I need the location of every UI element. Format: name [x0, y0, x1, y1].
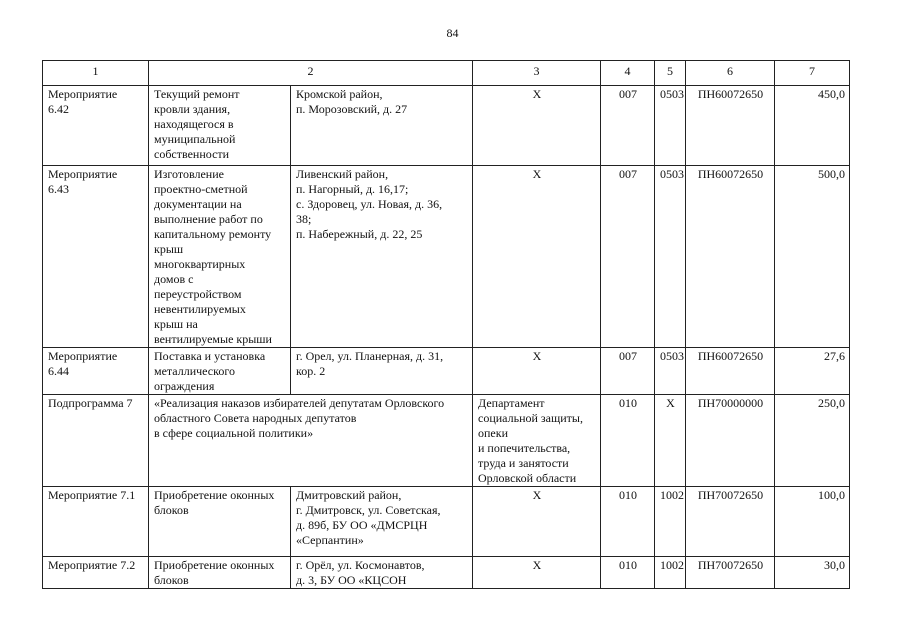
column-header: 4: [601, 61, 655, 86]
row-col5: 0503: [655, 348, 686, 395]
row-amount: 450,0: [775, 86, 850, 166]
row-col6: ПН60072650: [686, 166, 775, 348]
row-address: г. Орел, ул. Планерная, д. 31, кор. 2: [291, 348, 473, 395]
row-code: Мероприятие 7.1: [43, 487, 149, 557]
row-address: Ливенский район, п. Нагорный, д. 16,17; с. Здоровец, ул. Новая, д. 36, 38; п. Набережный, д. 22, 25: [291, 166, 473, 348]
row-col5: 1002: [655, 557, 686, 589]
table-row: [43, 487, 850, 557]
row-code: Мероприятие 6.43: [43, 166, 149, 348]
row-address: Дмитровский район, г. Дмитровск, ул. Советская, д. 89б, БУ ОО «ДМСРЦН «Серпантин»: [291, 487, 473, 557]
table-row: [43, 557, 850, 589]
row-address: Кромской район, п. Морозовский, д. 27: [291, 86, 473, 166]
row-amount: 100,0: [775, 487, 850, 557]
column-header: 1: [43, 61, 149, 86]
row-executor: X: [473, 166, 601, 348]
row-col4: 010: [601, 395, 655, 487]
page-number: 84: [446, 26, 459, 40]
row-executor: X: [473, 86, 601, 166]
table-row: [43, 166, 850, 348]
row-name: «Реализация наказов избирателей депутатам Орловского областного Совета народных депутатов в сфере социальной политики»: [149, 395, 473, 487]
table-row: [43, 395, 850, 487]
table-header-row: [43, 61, 850, 86]
row-col6: ПН60072650: [686, 86, 775, 166]
table-row: [43, 86, 850, 166]
budget-table: [42, 60, 850, 589]
column-header: 2: [149, 61, 473, 86]
row-code: Мероприятие 7.2: [43, 557, 149, 589]
column-header: 7: [775, 61, 850, 86]
row-col4: 010: [601, 557, 655, 589]
row-executor: X: [473, 557, 601, 589]
row-col4: 010: [601, 487, 655, 557]
row-name: Приобретение оконных блоков: [149, 487, 291, 557]
row-col6: ПН60072650: [686, 348, 775, 395]
row-col6: ПН70072650: [686, 487, 775, 557]
row-amount: 250,0: [775, 395, 850, 487]
table-row: [43, 348, 850, 395]
row-code: Мероприятие 6.42: [43, 86, 149, 166]
row-col5: 0503: [655, 166, 686, 348]
row-col5: 1002: [655, 487, 686, 557]
row-col4: 007: [601, 86, 655, 166]
row-executor: X: [473, 348, 601, 395]
row-code: Мероприятие 6.44: [43, 348, 149, 395]
row-col4: 007: [601, 348, 655, 395]
row-name: Поставка и установка металлического ограждения: [149, 348, 291, 395]
row-amount: 500,0: [775, 166, 850, 348]
column-header: 5: [655, 61, 686, 86]
column-header: 6: [686, 61, 775, 86]
row-col6: ПН70072650: [686, 557, 775, 589]
row-col4: 007: [601, 166, 655, 348]
row-amount: 30,0: [775, 557, 850, 589]
row-col5: X: [655, 395, 686, 487]
row-name: Текущий ремонт кровли здания, находящегося в муниципальной собственности: [149, 86, 291, 166]
row-executor: Департамент социальной защиты, опеки и попечительства, труда и занятости Орловской области: [473, 395, 601, 487]
row-name: Изготовление проектно-сметной документации на выполнение работ по капитальному ремонту крыш многоквартирных домов с переустройством невентилируемых крыш на вентилируемые крыши: [149, 166, 291, 348]
row-code: Подпрограмма 7: [43, 395, 149, 487]
column-header: 3: [473, 61, 601, 86]
row-amount: 27,6: [775, 348, 850, 395]
row-col6: ПН70000000: [686, 395, 775, 487]
row-address: г. Орёл, ул. Космонавтов, д. 3, БУ ОО «КЦСОН: [291, 557, 473, 589]
row-executor: X: [473, 487, 601, 557]
row-col5: 0503: [655, 86, 686, 166]
row-name: Приобретение оконных блоков: [149, 557, 291, 589]
